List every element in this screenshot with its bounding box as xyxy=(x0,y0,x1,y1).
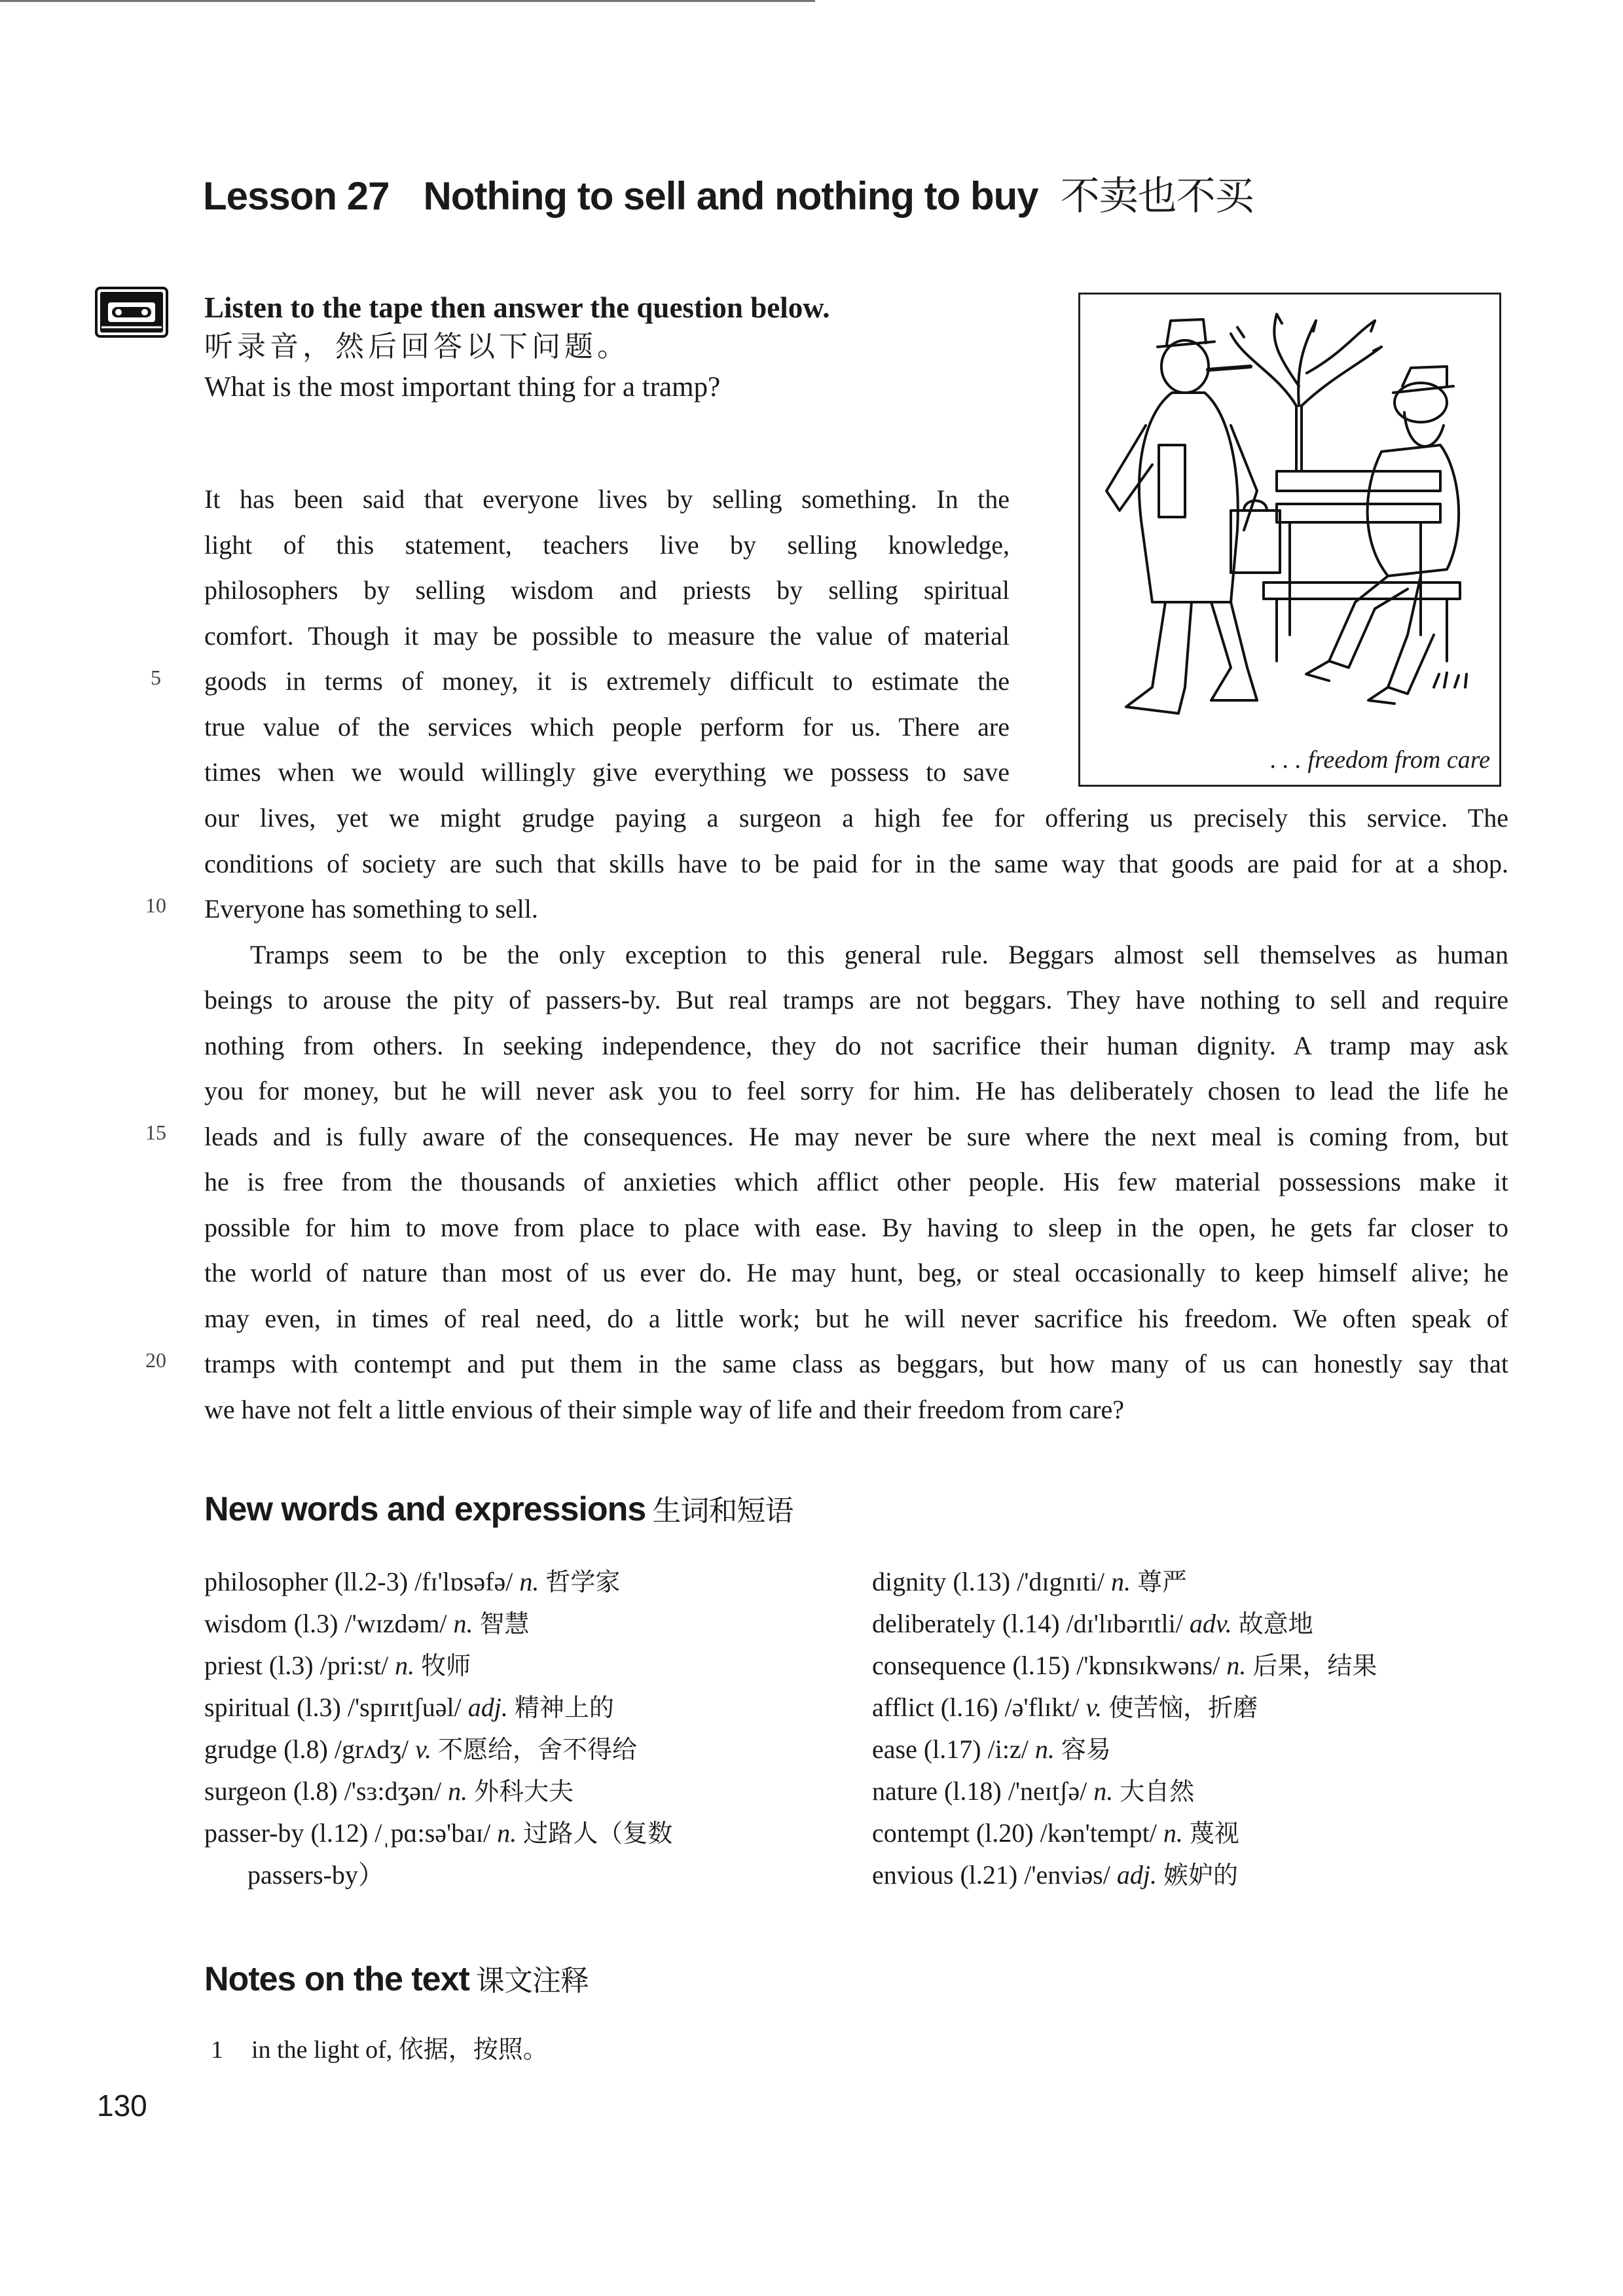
vocab-entry xyxy=(204,1729,672,1770)
vocab-line-ref: (l.13) xyxy=(953,1567,1011,1596)
passage-line: our lives, yet we might grudge paying a surgeon a high fee for offering us precisely this service. The xyxy=(204,803,1508,833)
vocab-ipa: /ə'flɪkt/ xyxy=(1004,1693,1080,1722)
vocab-ipa: /'spɪrɪtʃuəl/ xyxy=(347,1693,462,1722)
passage-line: may even, in times of real need, do a little work; but he will never sacrifice his freedom. We often speak of xyxy=(204,1303,1508,1333)
vocab-line-ref: (l.20) xyxy=(976,1818,1034,1848)
vocab-ipa: /dɪ'lɪbərɪtli/ xyxy=(1066,1609,1183,1638)
vocab-zh: 大自然 xyxy=(1120,1777,1195,1806)
vocab-zh: 哲学家 xyxy=(545,1568,621,1596)
vocab-line-ref: (l.3) xyxy=(297,1693,341,1722)
vocab-entry xyxy=(872,1770,1377,1812)
vocab-ipa: /'wɪzdəm/ xyxy=(344,1609,447,1638)
vocab-entry xyxy=(872,1854,1377,1896)
vocab-line-ref: (l.14) xyxy=(1002,1609,1060,1638)
vocab-zh: 嫉妒的 xyxy=(1163,1861,1238,1890)
lesson-title xyxy=(203,165,1254,221)
vocab-zh: 尊严 xyxy=(1137,1568,1188,1596)
vocab-entry xyxy=(872,1812,1377,1854)
vocab-entry xyxy=(872,1729,1377,1770)
vocab-entry xyxy=(872,1645,1377,1687)
instruction-en: Listen to the tape then answer the question below. xyxy=(204,291,830,324)
illustration-frame xyxy=(1078,293,1501,787)
vocab-line-ref: (l.21) xyxy=(960,1860,1018,1890)
vocab-entry xyxy=(872,1603,1377,1645)
passage-line: Tramps seem to be the only exception to this general rule. Beggars almost sell themselves as human xyxy=(250,939,1508,969)
vocab-entry xyxy=(204,1812,672,1854)
passage-line: beings to arouse the pity of passers-by. But real tramps are not beggars. They have nothing to sell and require xyxy=(204,985,1508,1014)
passage-line: true value of the services which people perform for us. There are xyxy=(204,711,1010,742)
vocab-line-ref: (l.16) xyxy=(940,1693,998,1722)
vocab-pos: n. xyxy=(1163,1818,1183,1848)
vocab-word: spiritual xyxy=(204,1693,291,1722)
lesson-number: Lesson 27 xyxy=(203,174,390,218)
illustration-caption: . . . freedom from care xyxy=(1270,746,1490,774)
passage-line: philosophers by selling wisdom and priests by selling spiritual xyxy=(204,575,1010,605)
line-number: 10 xyxy=(145,893,166,917)
vocab-word: philosopher xyxy=(204,1567,328,1596)
vocab-pos: n. xyxy=(1034,1734,1055,1764)
vocab-ipa: /ˌpɑ:sə'baɪ/ xyxy=(374,1818,491,1848)
vocab-word: envious xyxy=(872,1860,954,1890)
passage-line: conditions of society are such that skills have to be paid for in the same way that goods are paid for at a shop. xyxy=(204,848,1508,878)
vocab-ipa: /pri:st/ xyxy=(319,1651,389,1680)
passage-line: the world of nature than most of us ever do. He may hunt, beg, or steal occasionally to keep himself alive; he xyxy=(204,1258,1508,1287)
line-number: 15 xyxy=(145,1121,166,1144)
passage-line: tramps with contempt and put them in the same class as beggars, but how many of us can honestly say that xyxy=(204,1349,1508,1378)
vocab-word: contempt xyxy=(872,1818,970,1848)
vocab-line-ref: (l.8) xyxy=(293,1776,338,1806)
passage-line: nothing from others. In seeking independence, they do not sacrifice their human dignity. A tramp may ask xyxy=(204,1030,1508,1060)
vocab-entry xyxy=(872,1687,1377,1729)
vocab-ipa: /kən'tempt/ xyxy=(1040,1818,1157,1848)
vocab-word: deliberately xyxy=(872,1609,996,1638)
vocab-column-right xyxy=(872,1561,1377,1896)
vocab-zh: 故意地 xyxy=(1238,1609,1313,1638)
lesson-title-en: Nothing to sell and nothing to buy xyxy=(423,174,1038,218)
vocab-pos: n. xyxy=(395,1651,415,1680)
new-words-heading-zh: 生词和短语 xyxy=(652,1494,793,1528)
vocab-line-ref: (l.15) xyxy=(1012,1651,1070,1680)
vocab-entry xyxy=(204,1645,672,1687)
vocab-zh: 后果，结果 xyxy=(1252,1651,1377,1680)
vocab-pos: adj. xyxy=(467,1693,508,1722)
vocab-word: dignity xyxy=(872,1567,947,1596)
vocab-word: nature xyxy=(872,1776,938,1806)
notes-heading xyxy=(204,1957,589,1999)
vocab-word: afflict xyxy=(872,1693,934,1722)
vocab-word: ease xyxy=(872,1734,917,1764)
vocab-ipa: /'neɪtʃə/ xyxy=(1008,1776,1087,1806)
passage-line: It has been said that everyone lives by selling something. In the xyxy=(204,484,1010,514)
notes-heading-zh: 课文注释 xyxy=(475,1964,589,1998)
vocab-pos: v. xyxy=(1085,1693,1103,1722)
vocab-line-ref: (l.18) xyxy=(943,1776,1002,1806)
new-words-heading xyxy=(204,1487,793,1529)
vocab-zh: 使苦恼，折磨 xyxy=(1108,1693,1258,1722)
vocab-line-ref: (ll.2-3) xyxy=(334,1567,409,1596)
vocab-pos: n. xyxy=(519,1567,539,1596)
vocab-ipa: /'dɪgnɪti/ xyxy=(1017,1567,1104,1596)
vocab-word: priest xyxy=(204,1651,263,1680)
vocab-pos: adv. xyxy=(1189,1609,1232,1638)
passage-top xyxy=(204,476,1010,795)
passage-line: light of this statement, teachers live by selling knowledge, xyxy=(204,529,1010,560)
vocab-entry xyxy=(204,1603,672,1645)
listening-instructions xyxy=(204,288,1023,408)
vocab-entry xyxy=(872,1561,1377,1603)
vocab-zh: 外科大夫 xyxy=(474,1777,574,1806)
vocab-entry xyxy=(204,1687,672,1729)
vocab-line-ref: (l.8) xyxy=(283,1734,328,1764)
vocab-pos: n. xyxy=(1093,1776,1114,1806)
vocab-pos: v. xyxy=(415,1734,431,1764)
vocab-zh: 蔑视 xyxy=(1189,1819,1239,1848)
passage-line: possible for him to move from place to place with ease. By having to sleep in the open, he gets far closer to xyxy=(204,1212,1508,1242)
cassette-tape-icon xyxy=(95,287,168,338)
passage-line: comfort. Though it may be possible to measure the value of material xyxy=(204,620,1010,651)
vocab-pos: n. xyxy=(1111,1567,1131,1596)
vocab-line-ref: (l.17) xyxy=(923,1734,981,1764)
vocab-entry xyxy=(204,1770,672,1812)
vocab-ipa: /'kɒnsɪkwəns/ xyxy=(1076,1651,1220,1680)
vocab-column-left xyxy=(204,1561,672,1895)
instruction-zh: 听录音，然后回答以下问题。 xyxy=(204,330,630,363)
tramp-cartoon-illustration xyxy=(1080,295,1499,746)
notes-heading-en: Notes on the text xyxy=(204,1960,469,1998)
vocab-pos: n. xyxy=(448,1776,468,1806)
line-number: 5 xyxy=(151,666,161,689)
vocab-ipa: /'sɜ:dʒən/ xyxy=(344,1776,442,1806)
passage-line: he is free from the thousands of anxieties which afflict other people. His few material possessions make it xyxy=(204,1167,1508,1196)
vocab-ipa: /'enviəs/ xyxy=(1024,1860,1110,1890)
passage-line: times when we would willingly give everything we possess to save xyxy=(204,757,1010,787)
vocab-word: consequence xyxy=(872,1651,1006,1680)
vocab-continuation: passers-by） xyxy=(247,1860,384,1890)
new-words-heading-en: New words and expressions xyxy=(204,1490,646,1528)
passage-line: Everyone has something to sell. xyxy=(204,894,538,924)
instruction-question: What is the most important thing for a tramp? xyxy=(204,372,721,403)
vocab-ipa: /fɪ'lɒsəfə/ xyxy=(414,1567,513,1596)
vocab-line-ref: (l.12) xyxy=(310,1818,369,1848)
vocab-zh: 不愿给，舍不得给 xyxy=(437,1735,637,1764)
note-number: 1 xyxy=(211,2036,223,2064)
vocab-zh: 容易 xyxy=(1061,1735,1111,1764)
line-number: 20 xyxy=(145,1348,166,1372)
vocab-zh: 牧师 xyxy=(421,1651,471,1680)
vocab-zh: 过路人（复数 xyxy=(523,1819,673,1848)
vocab-zh: 智慧 xyxy=(479,1609,530,1638)
vocab-pos: n. xyxy=(497,1818,517,1848)
passage-line: goods in terms of money, it is extremely difficult to estimate the xyxy=(204,666,1010,696)
note-item xyxy=(211,2029,548,2065)
vocab-line-ref: (l.3) xyxy=(293,1609,338,1638)
note-text: in the light of, 依据，按照。 xyxy=(251,2036,548,2064)
vocab-word: grudge xyxy=(204,1734,278,1764)
page-number: 130 xyxy=(97,2089,147,2123)
vocab-pos: n. xyxy=(453,1609,473,1638)
vocab-ipa: /grʌdʒ/ xyxy=(334,1734,409,1764)
lesson-title-zh: 不卖也不买 xyxy=(1060,174,1254,218)
vocab-word: surgeon xyxy=(204,1776,287,1806)
passage-line: we have not felt a little envious of their simple way of life and their freedom from care? xyxy=(204,1394,1125,1424)
vocab-pos: adj. xyxy=(1116,1860,1157,1890)
passage-line: leads and is fully aware of the consequences. He may never be sure where the next meal is coming from, but xyxy=(204,1121,1508,1151)
vocab-word: passer-by xyxy=(204,1818,304,1848)
vocab-zh: 精神上的 xyxy=(514,1693,614,1722)
passage-line: you for money, but he will never ask you to feel sorry for him. He has deliberately chosen to lead the life he xyxy=(204,1076,1508,1105)
vocab-line-ref: (l.3) xyxy=(268,1651,314,1680)
top-rule xyxy=(0,0,815,2)
vocab-entry xyxy=(204,1561,672,1603)
passage-bottom xyxy=(204,795,1508,1432)
vocab-pos: n. xyxy=(1226,1651,1247,1680)
vocab-word: wisdom xyxy=(204,1609,287,1638)
vocab-ipa: /i:z/ xyxy=(987,1734,1029,1764)
